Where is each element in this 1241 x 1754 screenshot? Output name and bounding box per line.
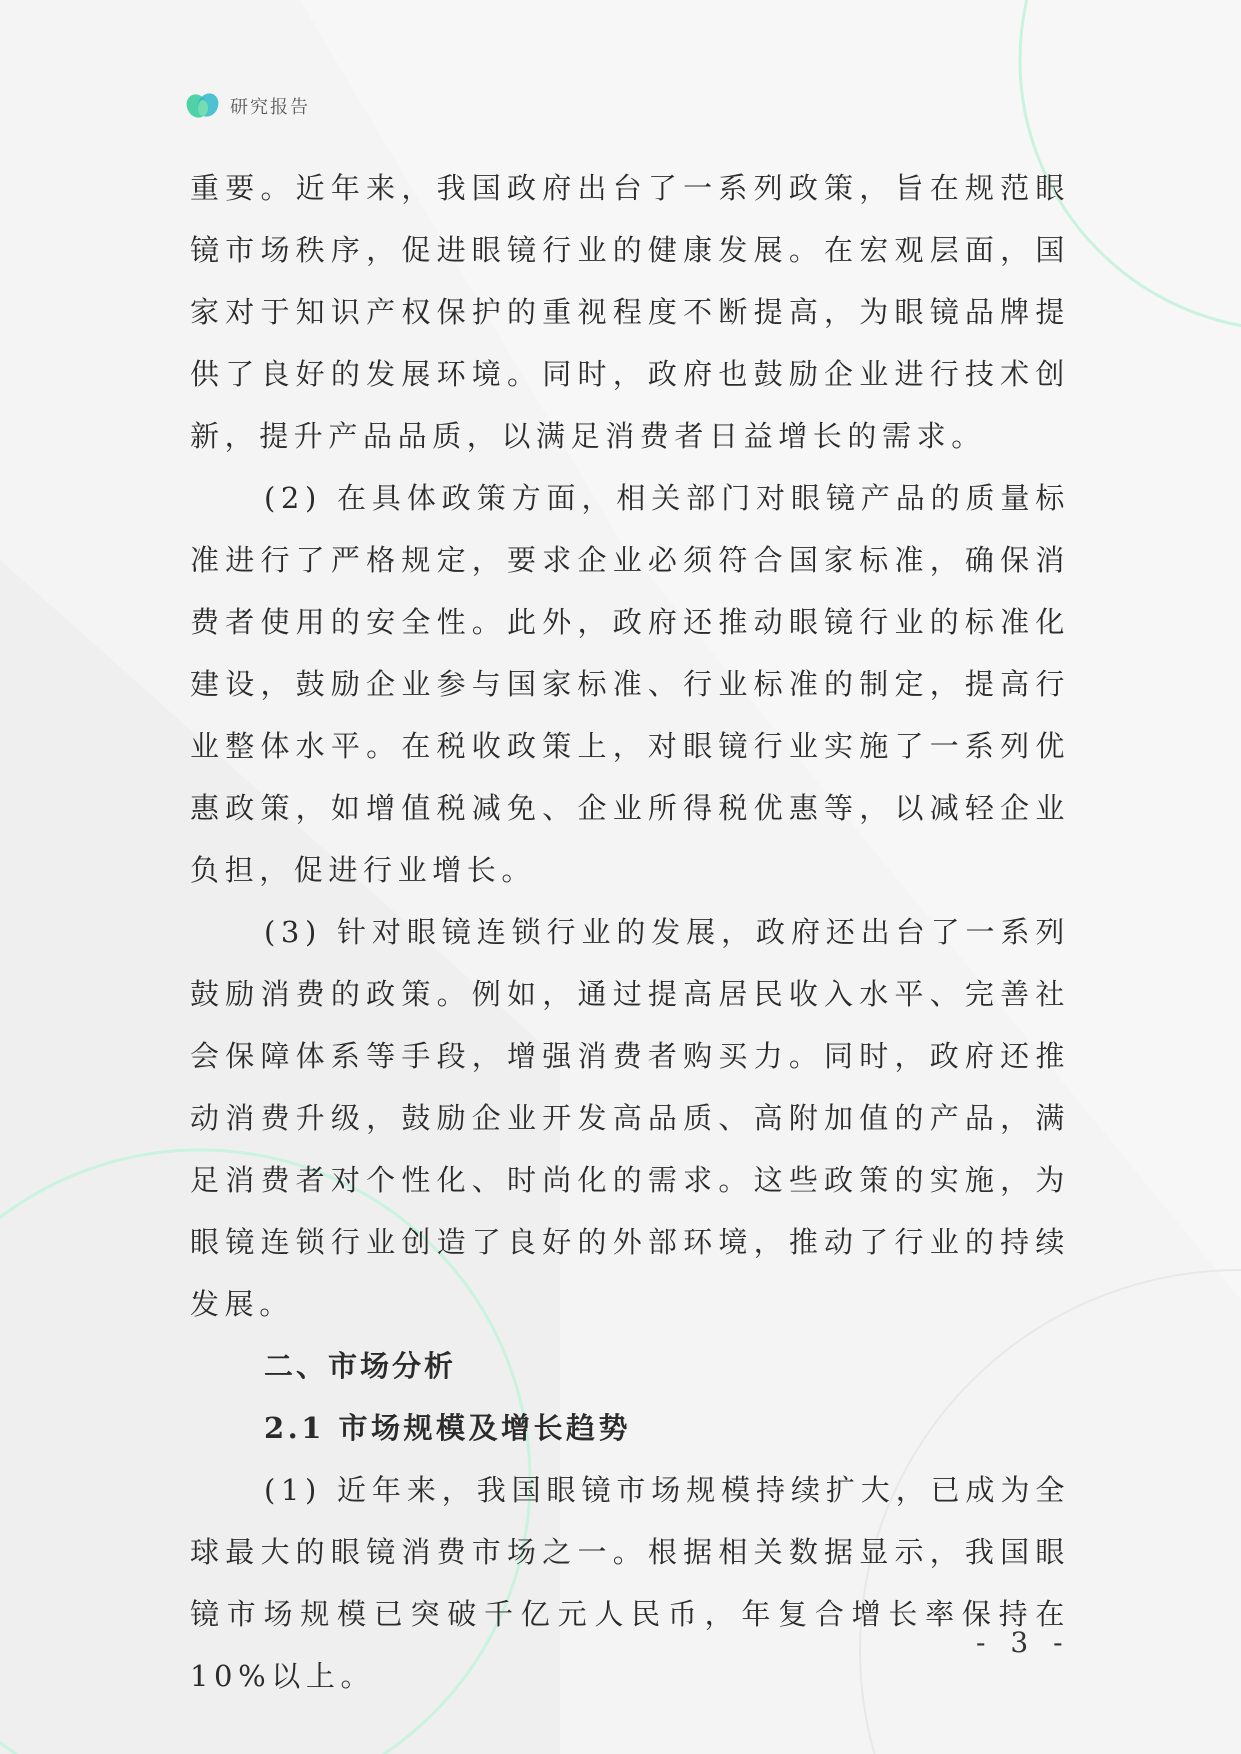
header-title: 研究报告: [230, 97, 310, 118]
paragraph-market-1: (1) 近年来，我国眼镜市场规模持续扩大，已成为全球最大的眼镜消费市场之一。根据相关数据显示，我国眼镜市场规模已突破千亿元人民币，年复合增长率保持在10%以上。: [190, 1473, 1070, 1693]
report-body: [190, 157, 1070, 1707]
paragraph-continuation: 重要。近年来，我国政府出台了一系列政策，旨在规范眼镜市场秩序，促进眼镜行业的健康发展。在宏观层面，国家对于知识产权保护的重视程度不断提高，为眼镜品牌提供了良好的发展环境。同时，政府也鼓励企业进行技术创新，提升产品品质，以满足消费者日益增长的需求。: [190, 171, 1070, 453]
page-number: - 3 -: [976, 1626, 1071, 1659]
paragraph-policy-2: (2) 在具体政策方面，相关部门对眼镜产品的质量标准进行了严格规定，要求企业必须符合国家标准，确保消费者使用的安全性。此外，政府还推动眼镜行业的标准化建设，鼓励企业参与国家标准、行业标准的制定，提高行业整体水平。在税收政策上，对眼镜行业实施了一系列优惠政策，如增值税减免、企业所得税优惠等，以减轻企业负担，促进行业增长。: [190, 481, 1070, 887]
report-header: [186, 88, 310, 124]
section-heading: 二、市场分析: [264, 1349, 457, 1383]
paragraph-policy-3: (3) 针对眼镜连锁行业的发展，政府还出台了一系列鼓励消费的政策。例如，通过提高居民收入水平、完善社会保障体系等手段，增强消费者购买力。同时，政府还推动消费升级，鼓励企业开发高品质、高附加值的产品，满足消费者对个性化、时尚化的需求。这些政策的实施，为眼镜连锁行业创造了良好的外部环境，推动了行业的持续发展。: [190, 915, 1070, 1321]
subsection-heading: 2.1 市场规模及增长趋势: [264, 1411, 632, 1445]
brand-logo-icon: [186, 91, 222, 121]
